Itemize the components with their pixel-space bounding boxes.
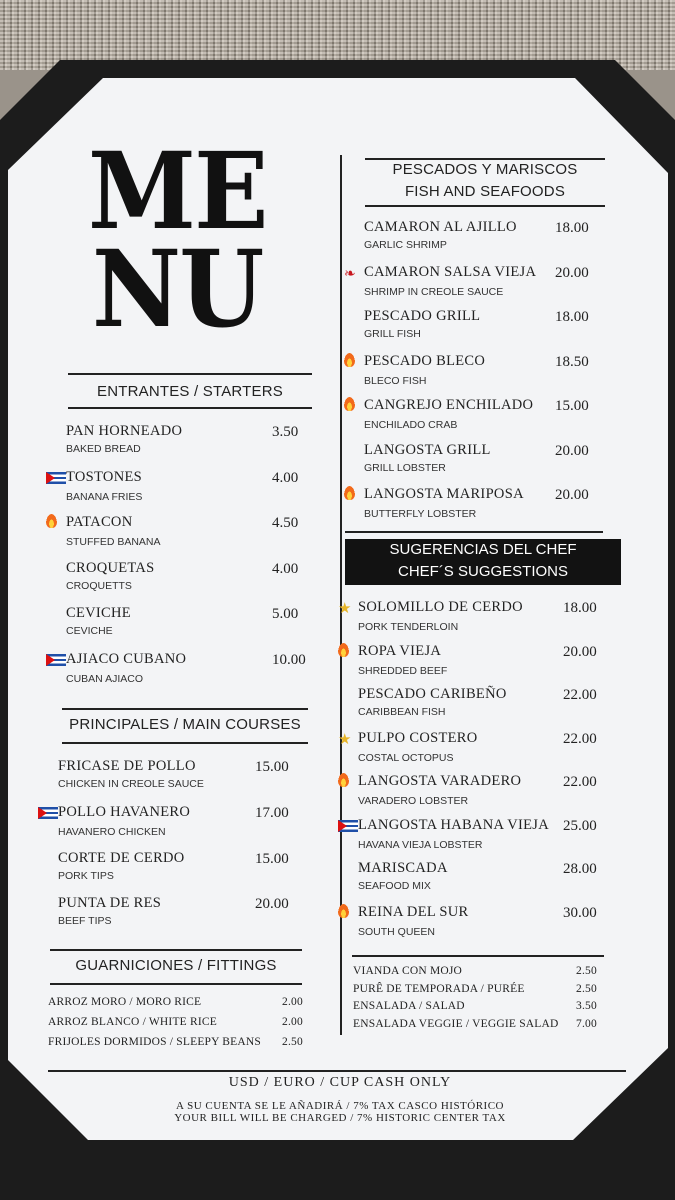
menu-item-name: [338, 643, 447, 662]
currency-note: USD / EURO / CUP CASH ONLY: [228, 1075, 452, 1090]
menu-item-name: [338, 817, 549, 836]
menu-item-name: [344, 219, 517, 236]
menu-item: [344, 308, 480, 340]
divider: [68, 407, 312, 409]
placemat-texture: [0, 0, 675, 70]
menu-item-name-text: LANGOSTA VARADERO: [358, 773, 522, 789]
menu-item-translation: CARIBBEAN FISH: [358, 706, 446, 718]
menu-item-translation: BEEF TIPS: [58, 915, 112, 928]
divider: [50, 949, 302, 951]
menu-item: [344, 397, 533, 431]
cuba-flag-icon: [46, 653, 66, 670]
menu-item: [338, 860, 448, 892]
side-item-name: ARROZ MORO / MORO RICE: [48, 996, 202, 1008]
menu-item: [38, 804, 190, 838]
flame-icon: [344, 397, 364, 416]
menu-item-name-text: PATACON: [66, 514, 133, 530]
menu-item-price: 30.00: [563, 904, 597, 921]
divider: [365, 158, 605, 160]
menu-item-name: [344, 442, 491, 459]
menu-item-name-text: CROQUETAS: [66, 559, 155, 576]
side-item-price: 7.00: [576, 1017, 597, 1030]
menu-item-price: 15.00: [255, 850, 289, 867]
menu-item-name: [344, 264, 536, 283]
menu-item-name: [344, 308, 480, 325]
side-item-price: 2.00: [282, 996, 303, 1008]
menu-item-name-text: PESCADO CARIBEÑO: [358, 686, 507, 702]
chef-heading-es: SUGERENCIAS DEL CHEF: [389, 541, 577, 558]
menu-item-name: [338, 860, 448, 877]
menu-item-translation: SHREDDED BEEF: [358, 664, 448, 677]
menu-item-name-text: CANGREJO ENCHILADO: [364, 397, 534, 413]
menu-item-name: [46, 560, 155, 577]
menu-item-name-text: SOLOMILLO DE CERDO: [358, 599, 523, 615]
menu-item: [46, 560, 155, 592]
menu-item-name: [38, 850, 185, 867]
menu-item-name: [46, 423, 182, 440]
menu-item-price: 15.00: [255, 759, 289, 775]
menu-item-name: [338, 599, 523, 618]
menu-item-price: 10.00: [272, 651, 306, 668]
star-icon: ★: [338, 731, 352, 748]
chef-heading-en: CHEF´S SUGGESTIONS: [397, 563, 569, 580]
menu-item: [344, 219, 517, 251]
menu-item: [46, 605, 131, 637]
menu-item-name-text: PESCADO BLECO: [364, 352, 486, 369]
menu-item-price: 28.00: [563, 861, 597, 877]
menu-item-price: 18.50: [555, 353, 589, 370]
menu-item-name-text: CAMARON SALSA VIEJA: [364, 263, 537, 280]
menu-item-name-text: FRICASE DE POLLO: [58, 758, 196, 774]
side-item-name: ENSALADA VEGGIE / VEGGIE SALAD: [353, 1017, 559, 1030]
flame-icon: [344, 353, 364, 372]
divider: [62, 742, 308, 744]
side-item-price: 3.50: [576, 1000, 597, 1012]
menu-item: [338, 686, 507, 718]
chef-suggestions-banner: [345, 539, 621, 585]
menu-item-translation: SOUTH QUEEN: [358, 925, 436, 938]
menu-item: [338, 817, 549, 851]
menu-item-name: [38, 758, 204, 775]
menu-item-price: 4.50: [272, 515, 299, 531]
flame-icon: [46, 514, 66, 533]
menu-item-name: [344, 353, 485, 372]
menu-item-translation: GRILL LOBSTER: [364, 461, 446, 474]
menu-item-price: 5.00: [272, 606, 299, 622]
menu-item-price: 4.00: [272, 560, 299, 577]
menu-item-translation: HAVANERO CHICKEN: [58, 825, 166, 838]
menu-item-translation: CEVICHE: [66, 625, 113, 637]
menu-item-translation: GARLIC SHRIMP: [364, 239, 447, 251]
menu-item-name: [46, 605, 131, 622]
side-item-price: 2.50: [282, 1036, 303, 1048]
menu-item-name-text: PULPO COSTERO: [358, 729, 478, 746]
flame-icon: [338, 904, 358, 923]
menu-item-name-text: CEVICHE: [66, 605, 131, 621]
menu-item-price: 18.00: [555, 220, 589, 236]
side-item-name: FRIJOLES DORMIDOS / SLEEPY BEANS: [48, 1036, 262, 1048]
menu-item: [38, 895, 161, 927]
menu-item-translation: PORK TENDERLOIN: [358, 621, 459, 633]
menu-item-name: [338, 773, 521, 792]
side-item-name: ARROZ BLANCO / WHITE RICE: [48, 1016, 217, 1028]
menu-title-line2: NU: [92, 226, 263, 351]
menu-item: [344, 353, 485, 387]
menu-item: [338, 773, 521, 807]
menu-item-name-text: LANGOSTA HABANA VIEJA: [358, 816, 549, 833]
menu-item: [338, 730, 478, 764]
cuba-flag-icon: [46, 471, 66, 488]
tax-note-en: YOUR BILL WILL BE CHARGED / 7% HISTORIC CENTER TAX: [174, 1112, 506, 1124]
menu-item: [46, 469, 142, 503]
flame-icon: [344, 486, 364, 505]
menu-title-line1: ME: [88, 128, 267, 253]
flame-icon: [338, 643, 358, 662]
menu-item-price: 20.00: [563, 643, 597, 660]
menu-item-translation: BLECO FISH: [364, 374, 427, 387]
flame-icon: [338, 773, 358, 792]
divider: [352, 955, 604, 957]
menu-item-price: 20.00: [555, 442, 589, 459]
menu-item-translation: CUBAN AJIACO: [66, 672, 144, 685]
menu-item: [38, 850, 185, 882]
menu-item-name-text: REINA DEL SUR: [358, 903, 469, 920]
menu-item-name-text: ROPA VIEJA: [358, 642, 442, 659]
side-item-name: PURÊ DE TEMPORADA / PURÉE: [353, 982, 525, 995]
menu-item: [46, 651, 186, 685]
menu-item-translation: GRILL FISH: [364, 328, 421, 340]
menu-item-name-text: PESCADO GRILL: [364, 308, 481, 324]
menu-item: [338, 643, 447, 677]
menu-item-price: 15.00: [555, 398, 589, 414]
divider: [50, 983, 302, 985]
cuba-flag-icon: [338, 819, 358, 836]
menu-item-name: [338, 904, 469, 923]
cuba-flag-icon: [38, 806, 58, 823]
divider: [68, 373, 312, 375]
menu-item-name: [38, 895, 161, 912]
menu-item-name-text: CORTE DE CERDO: [58, 849, 185, 866]
menu-item-translation: VARADERO LOBSTER: [358, 795, 469, 807]
menu-item-price: 20.00: [555, 264, 589, 281]
star-icon: ★: [338, 601, 352, 617]
menu-item-price: 22.00: [563, 687, 597, 703]
divider: [345, 531, 603, 533]
divider: [365, 205, 605, 207]
side-item-price: 2.50: [576, 965, 597, 977]
menu-item: [46, 514, 161, 548]
footer-divider: [48, 1070, 626, 1072]
menu-item-price: 18.00: [555, 309, 589, 325]
menu-item-translation: STUFFED BANANA: [66, 536, 161, 548]
menu-item-name: [38, 804, 190, 823]
menu-item: [338, 599, 523, 633]
section-heading-seafood-en: FISH AND SEAFOODS: [404, 183, 566, 200]
menu-item-price: 18.00: [563, 600, 597, 616]
menu-item-translation: COSTAL OCTOPUS: [358, 751, 454, 764]
menu-item: [46, 423, 182, 455]
menu-item-price: 3.50: [272, 424, 299, 440]
menu-item-name: [46, 651, 186, 670]
menu-item: [344, 442, 491, 474]
menu-item-name-text: PAN HORNEADO: [66, 423, 183, 439]
menu-item-name-text: AJIACO CUBANO: [66, 650, 187, 667]
section-heading-mains: PRINCIPALES / MAIN COURSES: [69, 716, 301, 733]
menu-item-name: [344, 397, 533, 416]
menu-item-name-text: TOSTONES: [66, 468, 142, 485]
menu-item-name-text: PUNTA DE RES: [58, 895, 162, 912]
menu-item-name: [344, 486, 524, 505]
menu-item-translation: CROQUETTS: [66, 579, 132, 592]
menu-item-name: [46, 469, 142, 488]
menu-item-name-text: MARISCADA: [358, 860, 448, 876]
menu-item-name: [338, 730, 478, 749]
menu-item-translation: SEAFOOD MIX: [358, 880, 431, 892]
divider: [62, 708, 308, 710]
menu-item-translation: HAVANA VIEJA LOBSTER: [358, 838, 483, 851]
menu-item-price: 20.00: [255, 896, 289, 913]
menu-item-price: 20.00: [555, 487, 589, 503]
chili-icon: ❧: [344, 266, 357, 282]
section-heading-seafood-es: PESCADOS Y MARISCOS: [392, 161, 578, 178]
tax-note-es: A SU CUENTA SE LE AÑADIRÁ / 7% TAX CASCO HISTÓRICO: [176, 1100, 504, 1112]
menu-item-translation: BUTTERFLY LOBSTER: [364, 508, 477, 520]
menu-item-price: 4.00: [272, 469, 299, 486]
section-heading-starters: ENTRANTES / STARTERS: [97, 383, 283, 400]
menu-item-name: [338, 686, 507, 703]
menu-item-price: 22.00: [563, 730, 597, 747]
menu-item: [338, 904, 469, 938]
menu-item: [38, 758, 204, 790]
side-item-price: 2.50: [576, 982, 597, 995]
menu-item-translation: BAKED BREAD: [66, 443, 141, 455]
menu-item-price: 25.00: [563, 817, 597, 834]
menu-item-translation: ENCHILADO CRAB: [364, 419, 458, 431]
menu-item-name-text: LANGOSTA MARIPOSA: [364, 486, 524, 502]
side-item-name: ENSALADA / SALAD: [353, 1000, 465, 1012]
menu-item-price: 22.00: [563, 774, 597, 790]
menu-item-translation: SHRIMP IN CREOLE SAUCE: [364, 285, 504, 298]
menu-item-translation: BANANA FRIES: [66, 490, 143, 503]
menu-item: [344, 264, 536, 298]
menu-item-translation: CHICKEN IN CREOLE SAUCE: [58, 778, 204, 790]
menu-item-translation: PORK TIPS: [58, 869, 114, 882]
menu-item-name: [46, 514, 161, 533]
menu-item-name-text: POLLO HAVANERO: [58, 803, 191, 820]
menu-item-name-text: CAMARON AL AJILLO: [364, 219, 517, 235]
side-item-name: VIANDA CON MOJO: [353, 965, 463, 977]
side-item-price: 2.00: [282, 1016, 303, 1028]
menu-item: [344, 486, 524, 520]
menu-item-name-text: LANGOSTA GRILL: [364, 441, 491, 458]
section-heading-fittings: GUARNICIONES / FITTINGS: [75, 957, 277, 974]
menu-item-price: 17.00: [255, 804, 289, 821]
